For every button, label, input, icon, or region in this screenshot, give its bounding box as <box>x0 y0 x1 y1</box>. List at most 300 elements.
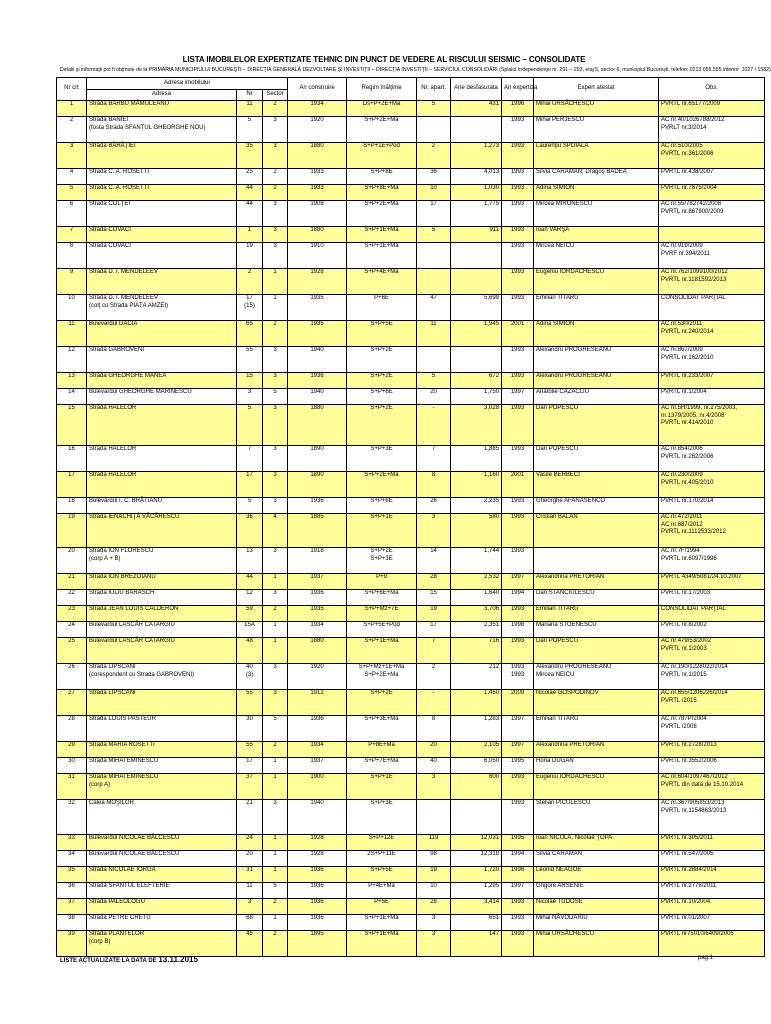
expertise-year-cell-line: 1993 <box>510 347 525 353</box>
year-built-cell: 1928 <box>288 835 347 851</box>
sector-cell: 2 <box>263 899 288 915</box>
height-regime-cell <box>347 590 417 606</box>
address-cell <box>87 638 237 664</box>
sector-cell: 3 <box>263 347 288 373</box>
expertise-year-cell-line: 1994 <box>510 590 525 596</box>
table-row <box>57 835 765 851</box>
street-number-cell-line: 55 <box>246 690 253 696</box>
expertise-year-cell-line: 1993 <box>510 169 525 175</box>
row-number: 11 <box>57 321 87 347</box>
expertise-year-cell-line: 1993 <box>510 606 525 612</box>
street-number-cell <box>237 498 263 514</box>
obs-cell <box>659 690 765 716</box>
row-number: 35 <box>57 867 87 883</box>
height-regime-cell <box>347 498 417 514</box>
height-regime-cell <box>347 690 417 716</box>
year-built-cell: 1920 <box>288 117 347 143</box>
height-regime-cell <box>347 321 417 347</box>
table-row <box>57 243 765 269</box>
expert-cell <box>534 931 659 957</box>
address-cell-line: Strada MIHAI EMINESCU <box>89 774 159 780</box>
area-cell: 3,028 <box>451 405 502 446</box>
expert-cell <box>534 548 659 574</box>
apartments-cell: 19 <box>417 606 451 622</box>
contact-details: Detalii şi informaţii pot fi obţinute de la PRIMĂRIA MUNICIPIULUI BUCUREŞTI – DIRECŢIA GENERALĂ DEZVOLTARE ŞI INVESTIŢII – DIRECŢIA INVESTIŢII – SERVICIUL CONSOLIDĂRI (Splaiul Independenţei nr. 291 – 293, etaj 5, sector 6, municipiul Bucureşti, telefon: 0213.055.555 interior: 1027 / 1582) <box>60 67 771 73</box>
sector-cell: 1 <box>263 774 288 800</box>
address-cell-line: (corespondent cu Strada GABROVENI) <box>89 671 195 678</box>
address-cell-line: Strada BĂRĂŢIEI <box>89 143 136 149</box>
obs-cell <box>659 185 765 201</box>
height-regime-cell <box>347 373 417 389</box>
address-cell <box>87 664 237 690</box>
obs-cell-line: PVRTL 4349/5081/24.10.2007 <box>661 574 742 580</box>
table-row <box>57 690 765 716</box>
expert-cell-line: Dan POPESCU <box>536 446 579 452</box>
street-number-cell-line: 19 <box>246 243 253 249</box>
street-number-cell <box>237 638 263 664</box>
area-cell: 4,013 <box>451 169 502 185</box>
col-address-header: Adresa <box>87 90 237 101</box>
table-row <box>57 851 765 867</box>
area-cell: 12,031 <box>451 835 502 851</box>
year-built-cell: 1934 <box>288 622 347 638</box>
expertise-year-cell-line: 1995 <box>510 835 525 841</box>
height-regime-cell-line: S+P+2E <box>370 548 393 554</box>
row-number: 9 <box>57 269 87 295</box>
expertise-year-cell <box>502 638 534 664</box>
year-built-cell: 1910 <box>288 243 347 269</box>
street-number-cell <box>237 169 263 185</box>
row-number: 33 <box>57 835 87 851</box>
expertise-year-cell-line: 1993 <box>510 201 525 207</box>
expertise-year-cell <box>502 295 534 321</box>
expert-cell-line: Nicolae GOSPODINOV <box>536 690 599 696</box>
address-cell-line: Strada BARBU MĂMULEANU <box>89 101 170 107</box>
table-row <box>57 638 765 664</box>
obs-cell-line: AC nr.787P/2004 <box>661 716 707 722</box>
street-number-cell <box>237 883 263 899</box>
expert-cell-line: Mihai URSĂCHESCU <box>536 931 595 937</box>
obs-cell-line: PVRTL nr.438/2007 <box>661 169 714 175</box>
expertise-year-cell-line: 1993 <box>510 800 525 806</box>
area-cell <box>451 269 502 295</box>
apartments-cell: 7 <box>417 446 451 472</box>
street-number-cell-line: 2 <box>247 269 252 275</box>
area-cell: 1,750 <box>451 389 502 405</box>
height-regime-cell-line: S+P+3E <box>370 446 393 452</box>
height-regime-cell <box>347 915 417 931</box>
expertise-year-cell <box>502 758 534 774</box>
height-regime-cell-line: S+P+1E+Ma <box>364 227 399 233</box>
expert-cell-line: Cristian BALAN <box>536 514 578 520</box>
height-regime-cell-line: 2S+P+11E <box>367 851 396 857</box>
row-number: 22 <box>57 590 87 606</box>
year-built-cell: 1918 <box>288 548 347 574</box>
height-regime-cell <box>347 851 417 867</box>
obs-cell-line: PVRTL nr.262/2006 <box>661 453 714 460</box>
expert-cell-line: Dan POPESCU <box>536 638 579 644</box>
street-number-cell <box>237 321 263 347</box>
year-built-cell: 1940 <box>288 389 347 405</box>
street-number-cell-line: 5 <box>247 498 252 504</box>
area-cell <box>451 243 502 269</box>
year-built-cell: 1900 <box>288 774 347 800</box>
table-row <box>57 514 765 548</box>
address-cell <box>87 716 237 742</box>
obs-cell-line: AC nr.40/1026788/2012 <box>661 117 725 123</box>
height-regime-cell <box>347 169 417 185</box>
obs-cell-line: PVRTL nr.1154863/2013 <box>661 807 727 814</box>
height-regime-cell <box>347 514 417 548</box>
street-number-cell <box>237 931 263 957</box>
row-number: 26 <box>57 664 87 690</box>
expertise-year-cell <box>502 742 534 758</box>
row-number: 18 <box>57 498 87 514</box>
apartments-cell: 17 <box>417 622 451 638</box>
expertise-year-cell-line: 1996 <box>510 867 525 873</box>
expert-cell-line: Ioan VARŞA <box>536 227 570 233</box>
area-cell: 2,532 <box>451 574 502 590</box>
table-row <box>57 201 765 227</box>
address-cell <box>87 143 237 169</box>
height-regime-cell-line: P+8E+Ma <box>368 742 395 748</box>
table-row <box>57 716 765 742</box>
address-cell <box>87 800 237 835</box>
expertise-year-cell-line: 1994 <box>510 851 525 857</box>
address-cell-line: Bulevardul GHEORGHE MARINESCU <box>89 389 192 395</box>
address-cell-line: (corp B) <box>89 938 111 945</box>
area-cell: 5,699 <box>451 295 502 321</box>
obs-cell-line: PVRTL nr.405/2010 <box>661 479 714 486</box>
apartments-cell: 3 <box>417 774 451 800</box>
area-cell: 1,775 <box>451 201 502 227</box>
street-number-cell-line: 35 <box>246 143 253 149</box>
expertise-year-cell-line: 1993 <box>510 915 525 921</box>
address-cell-line: Strada BANIEI <box>89 117 129 123</box>
street-number-cell-line: 68 <box>246 915 253 921</box>
street-number-cell-line: 44 <box>246 185 253 191</box>
height-regime-cell <box>347 758 417 774</box>
row-number: 7 <box>57 227 87 243</box>
table-row <box>57 321 765 347</box>
street-number-cell <box>237 101 263 117</box>
address-cell <box>87 931 237 957</box>
obs-cell <box>659 243 765 269</box>
address-cell-line: Strada D. I. MENDELEEV <box>89 295 159 301</box>
height-regime-cell-line: S+P+4E+Ma <box>364 269 399 275</box>
row-number: 17 <box>57 472 87 498</box>
area-cell: 1,744 <box>451 548 502 574</box>
height-regime-cell-line: S+P+2E <box>370 373 393 379</box>
expertise-year-cell-line: 1997 <box>510 574 525 580</box>
year-built-cell: 1880 <box>288 638 347 664</box>
table-row <box>57 867 765 883</box>
obs-cell <box>659 606 765 622</box>
expertise-year-cell-line: 1996 <box>510 101 525 107</box>
table-body <box>57 101 765 957</box>
table-row <box>57 185 765 201</box>
row-number: 2 <box>57 117 87 143</box>
table-row <box>57 389 765 405</box>
area-cell: 6,050 <box>451 758 502 774</box>
table-row <box>57 899 765 915</box>
area-cell: 1,283 <box>451 716 502 742</box>
sector-cell: 3 <box>263 243 288 269</box>
year-built-cell: 1880 <box>288 405 347 446</box>
height-regime-cell <box>347 606 417 622</box>
street-number-cell <box>237 664 263 690</box>
year-built-cell: 1936 <box>288 915 347 931</box>
expertise-year-cell-line: 2001 <box>510 472 525 478</box>
expert-cell <box>534 269 659 295</box>
expertise-year-cell <box>502 514 534 548</box>
height-regime-cell-line: P+4E+Ma <box>368 883 395 889</box>
expert-cell <box>534 117 659 143</box>
address-cell <box>87 472 237 498</box>
obs-cell <box>659 851 765 867</box>
street-number-cell <box>237 915 263 931</box>
area-cell <box>451 117 502 143</box>
obs-cell <box>659 915 765 931</box>
expertise-year-cell-line: 1993 <box>510 514 525 520</box>
height-regime-cell-line: S+P+2E <box>370 405 393 411</box>
obs-cell <box>659 498 765 514</box>
street-number-cell-line: 21 <box>246 800 253 806</box>
footer-updated <box>60 955 198 964</box>
apartments-cell: 20 <box>417 389 451 405</box>
expert-cell-line: Emilian TITARU <box>536 716 579 722</box>
table-row <box>57 606 765 622</box>
height-regime-cell-line: P+5E <box>374 899 389 905</box>
year-built-cell: 1880 <box>288 227 347 243</box>
row-number: 20 <box>57 548 87 574</box>
height-regime-cell <box>347 389 417 405</box>
height-regime-cell <box>347 143 417 169</box>
apartments-cell: - <box>417 405 451 446</box>
street-number-cell-line: 12 <box>246 590 253 596</box>
table-row <box>57 295 765 321</box>
area-cell: 212 <box>451 664 502 690</box>
obs-cell-line: PVRTL /2015 <box>661 697 697 704</box>
street-number-cell-line: 44 <box>246 574 253 580</box>
street-number-cell-line: 3 <box>247 899 252 905</box>
expertise-year-cell-line: 1993 <box>510 373 525 379</box>
expertise-year-cell <box>502 931 534 957</box>
expertise-year-cell-line: 1993 <box>510 498 525 504</box>
height-regime-cell-line: S+P+2E+Ma <box>364 472 399 478</box>
street-number-cell <box>237 117 263 143</box>
street-number-cell-line: 7 <box>247 446 252 452</box>
height-regime-cell-line: S+P+2E+Ma <box>364 201 399 207</box>
sector-cell: 3 <box>263 800 288 835</box>
expertise-year-cell <box>502 899 534 915</box>
obs-cell-line: PVRTL nr75010/6409/2005 <box>661 931 734 937</box>
sector-cell: 2 <box>263 169 288 185</box>
row-number: 37 <box>57 899 87 915</box>
col-nr-header: Nr crt <box>57 78 87 101</box>
expert-cell-line: Stelian PICULESCU <box>536 800 591 806</box>
expert-cell <box>534 690 659 716</box>
expertise-year-cell-line: 1993 <box>510 117 525 123</box>
address-cell-line: Strada NICOLAE IORGA <box>89 867 156 873</box>
expertise-year-cell-line: 1993 <box>510 295 525 301</box>
expert-cell-line: Alexandru PROGRESEANU <box>536 664 612 670</box>
expert-cell-line: Vasile BERBECI <box>536 472 580 478</box>
sector-cell: 1 <box>263 851 288 867</box>
height-regime-cell <box>347 117 417 143</box>
street-number-cell-line: 15A <box>244 622 255 628</box>
obs-cell-line: PVRF nr.394/2011 <box>661 250 710 257</box>
obs-cell-line: nr.1379/2005, nr.4/2008 <box>661 412 725 419</box>
height-regime-cell <box>347 269 417 295</box>
height-regime-cell <box>347 899 417 915</box>
obs-cell-line: AC nr.479/53/2002 <box>661 638 712 644</box>
area-cell: 3,706 <box>451 606 502 622</box>
expert-cell-line: Horia DUGAN <box>536 758 574 764</box>
expert-cell <box>534 514 659 548</box>
height-regime-cell <box>347 101 417 117</box>
address-cell <box>87 774 237 800</box>
address-cell-line: Strada LOUIS PASTEUR <box>89 716 156 722</box>
height-regime-cell-line: S+P+1E <box>370 514 393 520</box>
obs-cell-line: PVRTL nr.1/2015 <box>661 671 707 678</box>
expertise-year-cell <box>502 664 534 690</box>
obs-cell-line: AC nr.367/905853/2013 <box>661 800 725 806</box>
expert-cell <box>534 574 659 590</box>
expert-cell-line: Ioan NICULA, Nicolae ŢOPA <box>536 835 613 841</box>
address-cell <box>87 389 237 405</box>
height-regime-cell-line: S+P+1E+Ma <box>364 243 399 249</box>
table-row <box>57 915 765 931</box>
expertise-year-cell-line: 1997 <box>510 883 525 889</box>
expert-cell <box>534 446 659 472</box>
height-regime-cell <box>347 622 417 638</box>
obs-cell-line: AC nr.190/1228022/2014 <box>661 664 728 670</box>
sector-cell: 3 <box>263 143 288 169</box>
sector-cell: 3 <box>263 690 288 716</box>
expert-cell <box>534 638 659 664</box>
obs-cell-line: PVRTL nr.414/2010 <box>661 420 714 426</box>
area-cell: 1,640 <box>451 590 502 606</box>
street-number-cell <box>237 185 263 201</box>
expert-cell-line: Emilian TITARU <box>536 295 579 301</box>
apartments-cell: 15 <box>417 590 451 606</box>
address-cell-line: Strada IENACHIŢĂ VĂCĂRESCU <box>89 514 180 520</box>
height-regime-cell-line: S+P+Mz+1E+Ma <box>358 664 405 670</box>
expert-cell <box>534 243 659 269</box>
apartments-cell: 5 <box>417 101 451 117</box>
year-built-cell: 1936 <box>288 590 347 606</box>
obs-cell <box>659 716 765 742</box>
table-row <box>57 548 765 574</box>
area-cell <box>451 800 502 835</box>
expertise-year-cell <box>502 883 534 899</box>
row-number: 30 <box>57 758 87 774</box>
obs-cell <box>659 835 765 851</box>
row-number: 25 <box>57 638 87 664</box>
expertise-year-cell-line: 1993 <box>510 446 525 452</box>
col-street-nr-header: Nr <box>237 90 263 101</box>
obs-cell <box>659 622 765 638</box>
street-number-cell-line: 45 <box>246 931 253 937</box>
height-regime-cell <box>347 931 417 957</box>
height-regime-cell <box>347 638 417 664</box>
row-number: 29 <box>57 742 87 758</box>
area-cell: 580 <box>451 514 502 548</box>
street-number-cell <box>237 446 263 472</box>
street-number-cell <box>237 269 263 295</box>
expertise-year-cell <box>502 498 534 514</box>
expertise-year-cell <box>502 117 534 143</box>
document-title: LISTA IMOBILELOR EXPERTIZATE TEHNIC DIN PUNCT DE VEDERE AL RISCULUI SEISMIC – CONSOLIDATE <box>182 55 586 64</box>
address-cell <box>87 590 237 606</box>
expert-cell-line: Mariana STOENESCU <box>536 622 597 628</box>
table-row <box>57 498 765 514</box>
expert-cell-line: Laurenţiu SPOIALA <box>536 143 589 149</box>
height-regime-cell-line: S+P+3E+Ma <box>364 716 399 722</box>
height-regime-cell-line: S+P+2E+Ma <box>364 117 399 123</box>
obs-cell <box>659 446 765 472</box>
street-number-cell <box>237 774 263 800</box>
apartments-cell: 14 <box>417 548 451 574</box>
expertise-year-cell <box>502 472 534 498</box>
address-cell-line: (corp A) <box>89 781 111 788</box>
height-regime-cell-line: S+P+5E+Pod <box>363 622 400 628</box>
expertise-year-cell <box>502 201 534 227</box>
table-row <box>57 590 765 606</box>
expertise-year-cell-line: 1998 <box>510 622 525 628</box>
address-cell <box>87 548 237 574</box>
street-number-cell <box>237 622 263 638</box>
page-number: pag.1 <box>698 955 714 961</box>
street-number-cell <box>237 389 263 405</box>
height-regime-cell-line: S+P+6E+Ma <box>364 590 399 596</box>
year-built-cell: 1880 <box>288 143 347 169</box>
obs-cell-line: PVRTL nr.170/2014 <box>661 498 714 504</box>
height-regime-cell <box>347 774 417 800</box>
street-number-cell-line: 17 <box>246 758 253 764</box>
street-number-cell <box>237 243 263 269</box>
expertise-year-cell-line: 1993 <box>510 899 525 905</box>
table-row <box>57 800 765 835</box>
street-number-cell-line: 55 <box>246 347 253 353</box>
expert-cell <box>534 622 659 638</box>
height-regime-cell <box>347 347 417 373</box>
row-number: 38 <box>57 915 87 931</box>
obs-cell <box>659 800 765 835</box>
height-regime-cell <box>347 201 417 227</box>
expert-cell-line: Nicolae TUDOSE <box>536 899 583 905</box>
expert-cell-line: Mircea MIRONESCU <box>536 201 593 207</box>
apartments-cell: 26 <box>417 498 451 514</box>
col-sector-header: Sector <box>263 90 288 101</box>
expert-cell-line: Dan POPESCU <box>536 405 579 411</box>
height-regime-cell-line: S+P+5E <box>370 867 393 873</box>
area-cell: 1,450 <box>451 690 502 716</box>
expert-cell <box>534 664 659 690</box>
obs-cell <box>659 117 765 143</box>
row-number: 10 <box>57 295 87 321</box>
area-cell: 1,160 <box>451 472 502 498</box>
sector-cell: 2 <box>263 606 288 622</box>
height-regime-cell <box>347 883 417 899</box>
table-row <box>57 742 765 758</box>
expert-cell <box>534 347 659 373</box>
year-built-cell: 1920 <box>288 664 347 690</box>
area-cell: 600 <box>451 774 502 800</box>
obs-cell <box>659 405 765 446</box>
area-cell: 147 <box>451 931 502 957</box>
